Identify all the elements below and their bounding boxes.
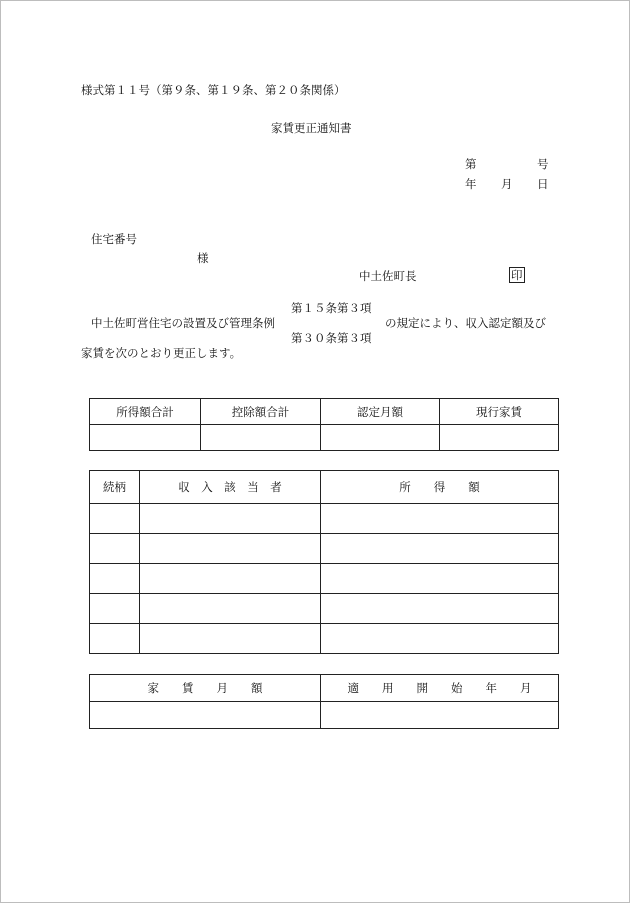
certified-monthly-cell[interactable]	[321, 425, 440, 451]
income-earner-cell[interactable]	[140, 624, 321, 654]
relationship-cell[interactable]	[90, 594, 140, 624]
header-start-year-month: 適 用 開 始 年 月	[321, 675, 559, 702]
issuer-name: 中土佐町長	[359, 269, 417, 283]
header-income-amount: 所 得 額	[321, 471, 559, 504]
doc-number-prefix: 第	[465, 157, 477, 171]
table-row	[90, 534, 559, 564]
clause-2: 第３０条第３項	[291, 331, 372, 345]
house-number-label: 住宅番号	[91, 232, 137, 246]
table-row	[90, 594, 559, 624]
income-earner-cell[interactable]	[140, 504, 321, 534]
header-income-earner: 収 入 該 当 者	[140, 471, 321, 504]
header-monthly-rent: 家 賃 月 額	[90, 675, 321, 702]
monthly-rent-cell[interactable]	[90, 702, 321, 729]
header-certified-monthly: 認定月額	[321, 399, 440, 425]
header-current-rent: 現行家賃	[440, 399, 559, 425]
header-deduction-total: 控除額合計	[201, 399, 321, 425]
relationship-cell[interactable]	[90, 624, 140, 654]
clause-1: 第１５条第３項	[291, 301, 372, 315]
addressee-suffix: 様	[197, 251, 209, 265]
seal-label: 印	[511, 268, 523, 282]
date-day: 日	[537, 177, 549, 191]
header-income-total: 所得額合計	[90, 399, 201, 425]
income-amount-cell[interactable]	[321, 564, 559, 594]
doc-number-suffix: 号	[537, 157, 549, 171]
income-table	[89, 470, 559, 654]
relationship-cell[interactable]	[90, 564, 140, 594]
date-month: 月	[501, 177, 513, 191]
deduction-total-cell[interactable]	[201, 425, 321, 451]
summary-table	[89, 398, 559, 451]
income-amount-cell[interactable]	[321, 504, 559, 534]
relationship-cell[interactable]	[90, 534, 140, 564]
document-title: 家賃更正通知書	[271, 121, 352, 135]
table-row	[90, 564, 559, 594]
date-year: 年	[465, 177, 477, 191]
income-earner-cell[interactable]	[140, 594, 321, 624]
body-line2: 家賃を次のとおり更正します。	[81, 346, 242, 360]
relationship-cell[interactable]	[90, 504, 140, 534]
start-year-month-cell[interactable]	[321, 702, 559, 729]
income-earner-cell[interactable]	[140, 534, 321, 564]
ordinance-name: 中土佐町営住宅の設置及び管理条例	[91, 316, 275, 330]
income-amount-cell[interactable]	[321, 594, 559, 624]
current-rent-cell[interactable]	[440, 425, 559, 451]
income-earner-cell[interactable]	[140, 564, 321, 594]
table-row	[90, 624, 559, 654]
body-line1-after: の規定により、収入認定額及び	[385, 316, 546, 330]
form-number: 様式第１１号（第９条、第１９条、第２０条関係）	[81, 83, 346, 97]
income-amount-cell[interactable]	[321, 534, 559, 564]
income-amount-cell[interactable]	[321, 624, 559, 654]
seal-mark	[509, 267, 525, 283]
income-total-cell[interactable]	[90, 425, 201, 451]
table-row	[90, 504, 559, 534]
rent-table	[89, 674, 559, 729]
header-relationship: 続柄	[90, 471, 140, 504]
